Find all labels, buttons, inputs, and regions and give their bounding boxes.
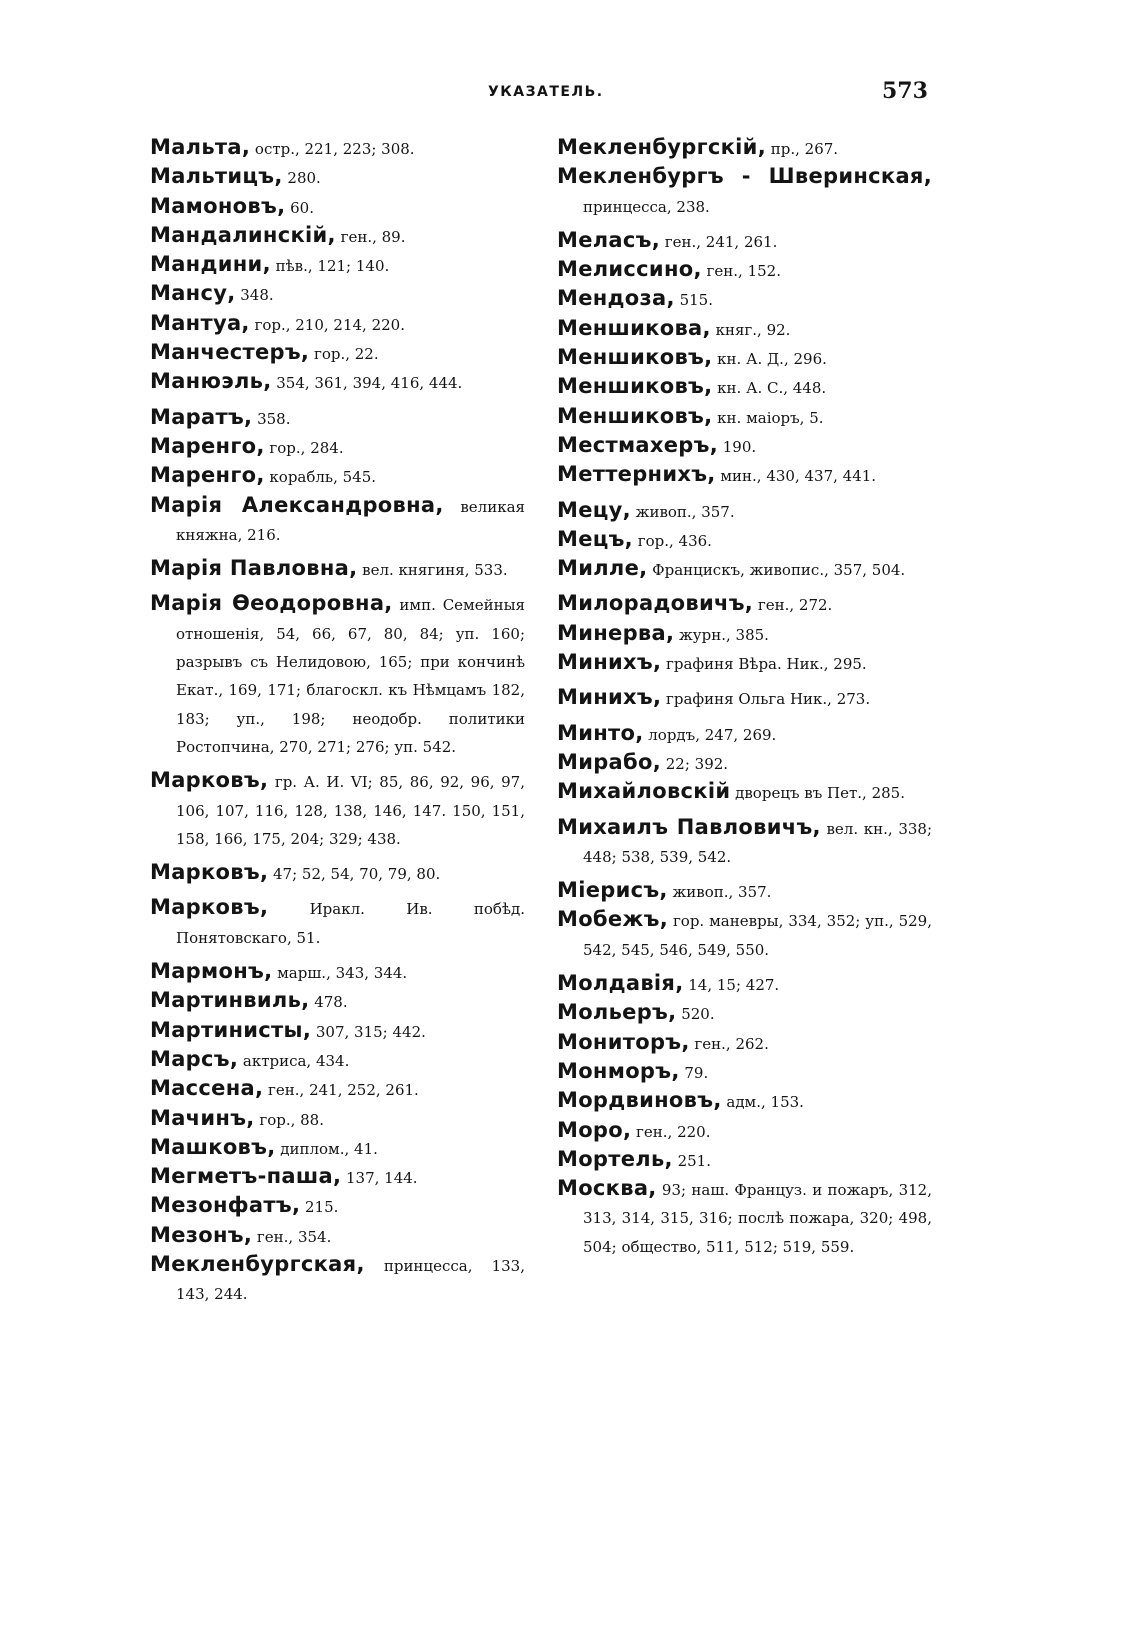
entry-references: 478. xyxy=(309,993,348,1012)
entry-headword: Манюэль, xyxy=(150,369,272,394)
entry-headword: Марсъ, xyxy=(150,1046,239,1071)
entry-headword: Мальта, xyxy=(150,135,251,159)
index-entry xyxy=(150,134,525,163)
index-entry xyxy=(150,590,525,761)
entry-headword: Мартинвиль, xyxy=(150,988,310,1013)
entry-references: диплом., 41. xyxy=(275,1139,378,1158)
index-entry xyxy=(557,620,932,649)
entry-headword: Мекленбургская, xyxy=(150,1251,365,1276)
index-entry xyxy=(150,368,525,397)
index-entry xyxy=(150,1134,525,1163)
entry-headword: Мобежъ, xyxy=(557,907,668,932)
index-entry xyxy=(150,767,525,853)
entry-headword: Мендоза, xyxy=(557,286,675,311)
entry-headword: Манчестеръ, xyxy=(150,340,310,365)
index-entry xyxy=(557,1058,932,1087)
entry-references: актриса, 434. xyxy=(238,1051,350,1070)
entry-headword: Марковъ, xyxy=(150,860,269,885)
entry-references: гор., 210, 214, 220. xyxy=(249,315,405,334)
entry-headword: Меншиковъ, xyxy=(557,374,713,399)
index-entry xyxy=(150,222,525,251)
index-entry xyxy=(150,1075,525,1104)
index-entry xyxy=(150,958,525,987)
index-entry xyxy=(557,461,932,490)
entry-references: вел. княгиня, 533. xyxy=(357,561,508,580)
index-entry xyxy=(150,1222,525,1251)
index-entry xyxy=(150,1251,525,1309)
index-entry xyxy=(150,859,525,888)
index-entry xyxy=(150,987,525,1016)
entry-references: принцесса, 133, 143, 244. xyxy=(176,1256,525,1304)
entry-references: марш., 343, 344. xyxy=(272,964,408,983)
entry-references: 22; 392. xyxy=(660,754,729,773)
entry-headword: Мезонъ, xyxy=(150,1222,253,1247)
entry-references: 215. xyxy=(300,1198,339,1217)
entry-references: 47; 52, 54, 70, 79, 80. xyxy=(268,865,441,884)
entry-headword: Мансу, xyxy=(150,281,236,306)
entry-references: адм., 153. xyxy=(721,1093,804,1112)
index-entry xyxy=(557,877,932,906)
entry-headword: Мордвиновъ, xyxy=(557,1088,722,1113)
entry-headword: Мезонфатъ, xyxy=(150,1193,301,1218)
index-column-left xyxy=(150,134,525,1309)
entry-references: Иракл. Ив. побѣд. Понятовскаго, 51. xyxy=(176,900,525,947)
entry-headword: Мальтицъ, xyxy=(150,164,283,189)
entry-references: 280. xyxy=(282,169,321,188)
entry-references: лордъ, 247, 269. xyxy=(643,725,777,744)
index-entry xyxy=(557,749,932,778)
entry-headword: Мирабо, xyxy=(557,749,661,774)
entry-references: графиня Ольга Ник., 273. xyxy=(661,690,871,709)
index-entry xyxy=(557,649,932,678)
entry-headword: Минихъ, xyxy=(557,685,662,710)
entry-references: гор., 284. xyxy=(264,438,344,457)
index-entry xyxy=(150,462,525,491)
entry-references: мин., 430, 437, 441. xyxy=(715,467,877,486)
index-entry xyxy=(557,227,932,256)
entry-headword: Мамоновъ, xyxy=(150,193,286,218)
entry-references: гр. А. И. VI; 85, 86, 92, 96, 97, 106, 107, 116, 128, 138, 146, 147. 150, 151, 158, 166, 175, 204; 329; 438. xyxy=(176,773,525,848)
index-entry xyxy=(557,403,932,432)
entry-references: имп. Семейныя отношенія, 54, 66, 67, 80, 84; уп. 160; разрывъ съ Нелидовою, 165; при кончинѣ Екат., 169, 171; благоскл. къ Нѣмцамъ 182, 183; уп., 198; неодобр. политики Ростопчина, 270, 271; 276; уп. 542. xyxy=(176,596,526,756)
entry-references: кн. маіоръ, 5. xyxy=(712,408,824,427)
entry-references: 60. xyxy=(285,198,314,217)
entry-headword: Меншиковъ, xyxy=(557,345,713,370)
entry-headword: Мантуа, xyxy=(150,310,250,335)
entry-headword: Местмахеръ, xyxy=(557,432,718,457)
index-entry xyxy=(557,1087,932,1116)
entry-headword: Минерва, xyxy=(557,620,675,645)
entry-references: пѣв., 121; 140. xyxy=(270,257,390,276)
entry-headword: Марія Павловна, xyxy=(150,556,358,581)
index-entry xyxy=(557,684,932,713)
entry-headword: Мандалинскій, xyxy=(150,222,336,247)
page-number: 573 xyxy=(882,78,928,104)
entry-references: гор., 88. xyxy=(254,1110,324,1129)
index-entry xyxy=(150,163,525,192)
entry-references: ген., 220. xyxy=(631,1122,711,1141)
index-entry xyxy=(557,970,932,999)
index-entry xyxy=(150,404,525,433)
entry-references: 307, 315; 442. xyxy=(311,1022,426,1041)
entry-references: 520. xyxy=(676,1005,715,1024)
entry-headword: Марковъ, xyxy=(150,768,269,793)
index-entry xyxy=(557,1029,932,1058)
entry-headword: Мольеръ, xyxy=(557,1000,677,1025)
entry-references: Францискъ, живопис., 357, 504. xyxy=(647,561,906,580)
entry-headword: Мартинисты, xyxy=(150,1017,312,1042)
entry-headword: Мекленбургскій, xyxy=(557,135,766,159)
entry-headword: Моро, xyxy=(557,1117,632,1142)
entry-references: 79. xyxy=(679,1063,709,1082)
entry-headword: Маренго, xyxy=(150,463,265,488)
entry-headword: Меласъ, xyxy=(557,227,660,252)
entry-references: 354, 361, 394, 416, 444. xyxy=(271,374,463,393)
index-entry xyxy=(557,590,932,619)
index-entry xyxy=(557,906,932,964)
entry-references: пр., 267. xyxy=(765,140,839,158)
entry-references: гор. маневры, 334, 352; уп., 529, 542, 545, 546, 549, 550. xyxy=(583,912,932,959)
index-entry xyxy=(557,778,932,807)
entry-references: ген., 262. xyxy=(689,1034,769,1053)
entry-headword: Марія Александровна, xyxy=(150,492,444,517)
index-entry xyxy=(557,163,932,221)
entry-references: кн. А. С., 448. xyxy=(712,379,827,398)
entry-headword: Мандини, xyxy=(150,252,271,277)
entry-references: вел. кн., 338; 448; 538, 539, 542. xyxy=(583,819,933,866)
entry-headword: Меттернихъ, xyxy=(557,462,716,487)
index-entry xyxy=(150,193,525,222)
index-entry xyxy=(150,555,525,584)
entry-references: кн. А. Д., 296. xyxy=(712,350,827,369)
entry-references: ген., 241, 261. xyxy=(660,232,778,251)
index-entry xyxy=(557,999,932,1028)
entry-references: 251. xyxy=(672,1151,711,1170)
entry-headword: Мортель, xyxy=(557,1146,673,1171)
index-entry xyxy=(557,256,932,285)
entry-references: 515. xyxy=(674,291,713,310)
index-entry xyxy=(150,433,525,462)
index-entry xyxy=(150,1163,525,1192)
entry-references: ген., 89. xyxy=(335,227,406,246)
entry-headword: Меншикова, xyxy=(557,315,711,340)
entry-references: гор., 436. xyxy=(632,531,712,550)
index-entry xyxy=(557,814,932,872)
entry-headword: Марковъ, xyxy=(150,895,269,920)
entry-headword: Машковъ, xyxy=(150,1134,276,1159)
index-entry xyxy=(150,1105,525,1134)
index-entry xyxy=(557,373,932,402)
entry-references: великая княжна, 216. xyxy=(176,497,525,544)
entry-headword: Михаилъ Павловичъ, xyxy=(557,814,821,839)
index-entry xyxy=(150,1046,525,1075)
entry-references: живоп., 357. xyxy=(630,502,735,521)
index-entry xyxy=(557,1117,932,1146)
running-head: УКАЗАТЕЛЬ. xyxy=(488,84,604,100)
entry-headword: Мелиссино, xyxy=(557,257,702,282)
entry-headword: Милорадовичъ, xyxy=(557,591,754,616)
entry-headword: Минто, xyxy=(557,720,644,745)
entry-headword: Мармонъ, xyxy=(150,959,273,984)
index-entry xyxy=(557,720,932,749)
entry-headword: Мецу, xyxy=(557,497,631,522)
entry-references: 348. xyxy=(235,286,274,305)
index-entry xyxy=(557,555,932,584)
entry-references: ген., 152. xyxy=(701,262,781,281)
entry-references: графиня Вѣра. Ник., 295. xyxy=(661,655,867,674)
entry-headword: Монморъ, xyxy=(557,1058,680,1083)
entry-headword: Марія Ѳеодоровна, xyxy=(150,591,393,616)
index-entry xyxy=(557,134,932,163)
entry-references: журн., 385. xyxy=(674,625,769,644)
index-entry xyxy=(557,344,932,373)
entry-references: 93; наш. Француз. и пожаръ, 312, 313, 314, 315, 316; послѣ пожара, 320; 498, 504; общество, 511, 512; 519, 559. xyxy=(583,1181,932,1256)
entry-headword: Маренго, xyxy=(150,433,265,458)
entry-references: княг., 92. xyxy=(710,320,791,339)
index-entry xyxy=(557,1175,932,1261)
entry-headword: Москва, xyxy=(557,1176,657,1201)
entry-references: гор., 22. xyxy=(309,345,379,364)
entry-headword: Молдавія, xyxy=(557,971,684,996)
index-entry xyxy=(150,1017,525,1046)
page-header xyxy=(0,78,1140,108)
entry-references: живоп., 357. xyxy=(667,883,772,902)
index-entry xyxy=(150,310,525,339)
entry-headword: Мониторъ, xyxy=(557,1029,690,1054)
entry-references: ген., 354. xyxy=(252,1227,332,1246)
entry-headword: Меншиковъ, xyxy=(557,403,713,428)
entry-headword: Милле, xyxy=(557,556,648,581)
entry-headword: Мачинъ, xyxy=(150,1105,255,1130)
index-entry xyxy=(150,251,525,280)
index-entry xyxy=(150,492,525,550)
entry-references: корабль, 545. xyxy=(264,468,377,487)
entry-references: дворецъ въ Пет., 285. xyxy=(730,784,905,803)
index-column-right xyxy=(557,134,932,1261)
index-entry xyxy=(150,280,525,309)
entry-references: 14, 15; 427. xyxy=(683,976,780,995)
entry-headword: Мекленбургъ - Шверинская, xyxy=(557,164,932,189)
index-entry xyxy=(557,432,932,461)
entry-references: принцесса, 238. xyxy=(583,197,710,216)
entry-headword: Мегметъ-паша, xyxy=(150,1164,342,1189)
entry-headword: Михайловскій xyxy=(557,779,731,804)
index-entry xyxy=(557,526,932,555)
entry-references: 137, 144. xyxy=(341,1169,418,1188)
index-entry xyxy=(557,497,932,526)
index-entry xyxy=(150,894,525,952)
entry-references: 358. xyxy=(252,409,291,428)
entry-headword: Мецъ, xyxy=(557,526,633,551)
entry-headword: Массена, xyxy=(150,1076,264,1101)
entry-references: остр., 221, 223; 308. xyxy=(250,140,415,158)
entry-headword: Міерисъ, xyxy=(557,878,668,903)
entry-headword: Минихъ, xyxy=(557,650,662,675)
entry-references: 190. xyxy=(717,437,757,456)
index-entry xyxy=(557,315,932,344)
entry-headword: Маратъ, xyxy=(150,404,253,429)
entry-references: ген., 241, 252, 261. xyxy=(263,1081,419,1100)
index-entry xyxy=(557,285,932,314)
index-entry xyxy=(557,1146,932,1175)
index-entry xyxy=(150,1192,525,1221)
entry-references: ген., 272. xyxy=(753,596,833,615)
index-entry xyxy=(150,339,525,368)
